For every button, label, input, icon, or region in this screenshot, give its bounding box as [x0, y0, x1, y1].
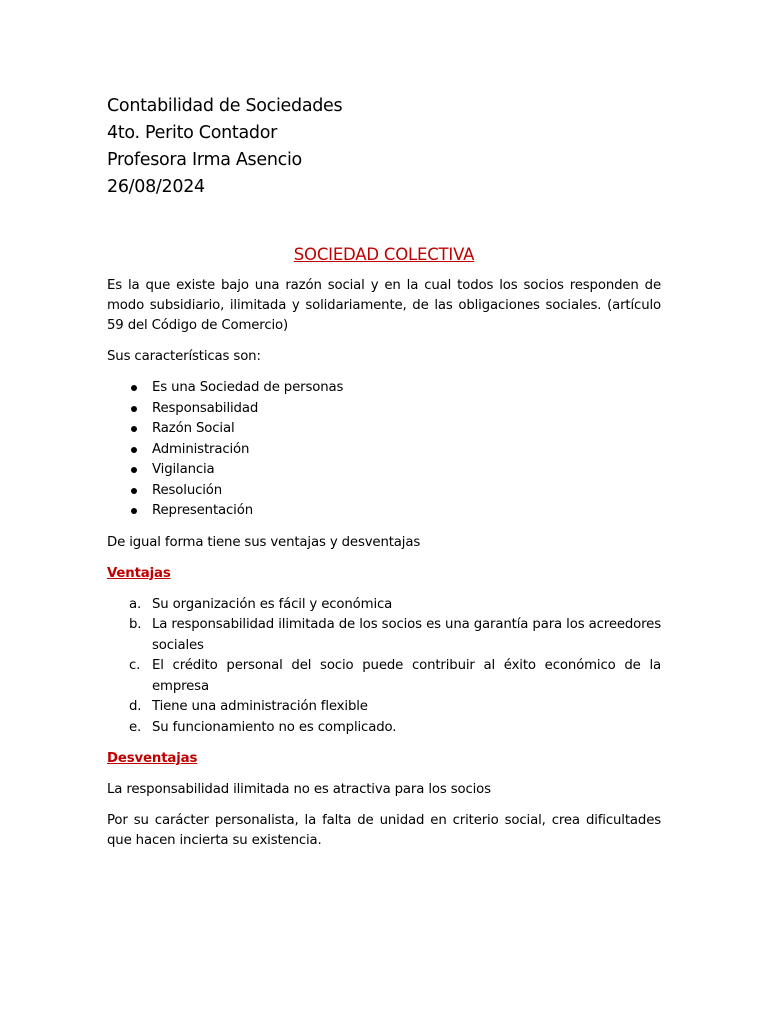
list-marker: e.	[129, 719, 142, 735]
list-item	[129, 595, 661, 616]
list-item	[129, 615, 661, 656]
characteristics-intro: Sus características son:	[107, 349, 261, 364]
course-name: Contabilidad de Sociedades	[107, 96, 343, 116]
list-marker: c.	[129, 658, 141, 673]
list-item-text: Su funcionamiento no es complicado.	[152, 719, 397, 735]
list-item: Representación	[152, 501, 661, 522]
list-item: Resolución	[152, 481, 661, 502]
list-item-text: El crédito personal del socio puede contribuir al éxito económico de la empresa	[152, 658, 661, 694]
list-marker: d.	[129, 699, 142, 714]
disadvantage-paragraph: Por su carácter personalista, la falta de unidad en criterio social, crea dificultades que hacen incierta su existencia.	[107, 813, 661, 848]
list-item-text: Tiene una administración flexible	[152, 699, 368, 714]
document-date: 26/08/2024	[107, 177, 205, 197]
definition-paragraph: Es la que existe bajo una razón social y en la cual todos los socios responden de modo subsidiario, ilimitada y solidariamente, de las obligaciones sociales. (artículo 59 del Código de Comercio)	[107, 278, 661, 333]
document-header	[107, 93, 661, 201]
disadvantage-paragraph: La responsabilidad ilimitada no es atractiva para los socios	[107, 782, 491, 797]
list-item: Administración	[152, 440, 661, 461]
disadvantages-heading: Desventajas	[107, 751, 198, 766]
list-item-text: Su organización es fácil y económica	[152, 596, 393, 612]
list-item: Es una Sociedad de personas	[152, 378, 661, 399]
list-item: Razón Social	[152, 419, 661, 440]
list-item-text: La responsabilidad ilimitada de los socios es una garantía para los acreedores sociales	[152, 617, 661, 653]
transition-paragraph: De igual forma tiene sus ventajas y desventajas	[107, 534, 421, 550]
list-item	[129, 697, 661, 718]
list-marker: a.	[129, 596, 142, 612]
advantages-heading: Ventajas	[107, 565, 171, 581]
list-item: Responsabilidad	[152, 399, 661, 420]
characteristics-list	[107, 378, 661, 522]
grade-level: 4to. Perito Contador	[107, 123, 278, 143]
list-item	[129, 718, 661, 739]
document-title: SOCIEDAD COLECTIVA	[293, 245, 475, 264]
list-marker: b.	[129, 617, 142, 632]
teacher-name: Profesora Irma Asencio	[107, 150, 302, 170]
advantages-list	[107, 595, 661, 739]
list-item: Vigilancia	[152, 460, 661, 481]
list-item	[129, 656, 661, 697]
